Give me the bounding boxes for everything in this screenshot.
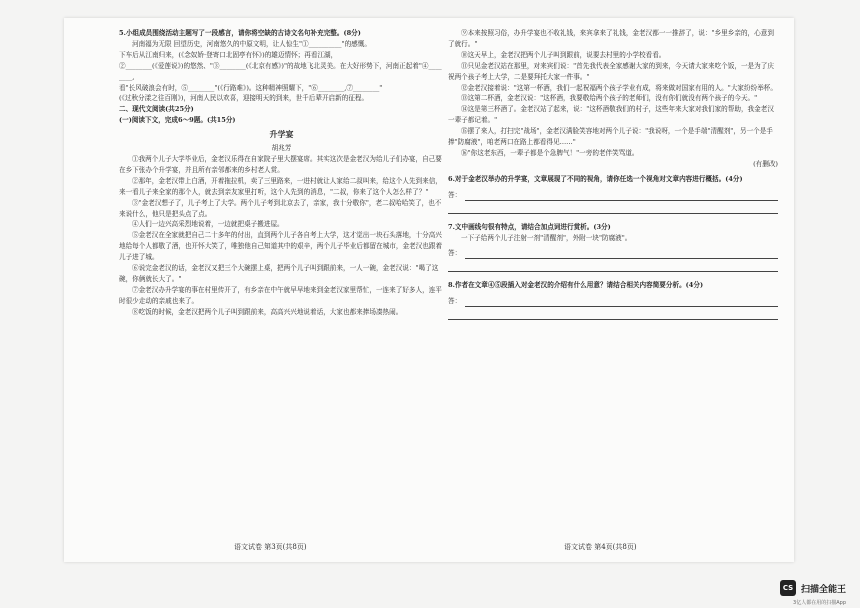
q7-answer-line-2[interactable] <box>448 262 778 272</box>
story-title: 升学宴 <box>269 129 294 140</box>
paragraph-3: ③"金老汉想子了，儿子考上了大学。两个儿子考到北京去了，亲家，我十分敬你"，老二叔哈哈笑了，也不来说什么，他只是把头点了点。 <box>119 198 442 218</box>
right-page <box>448 28 778 320</box>
q8-answer-line[interactable] <box>465 297 778 307</box>
question-6: 6.对于金老汉举办的升学宴，文章展现了不同的视角，请你任选一个视角对文章内容进行概括。(4分) <box>448 174 743 183</box>
q5-text-1: 河南福为无限 回望历史，河南悠久的中原文明，让人惊生"①__________"的感慨。 <box>132 39 371 48</box>
paragraph-1: ①我两个儿子大学毕业后，金老汉乐得在自家院子里大摆宴席。其实这次是金老汉为给儿子们办宴，自己要在乡下张办个升学宴，并且所有亲邻都来的乡村老人赏。 <box>119 154 442 174</box>
subsection-1-heading: (一)阅读下文，完成6～9题。(共15分) <box>119 116 236 125</box>
paragraph-14: ⑭这是第三杯酒了。金老汉站了起来，说："这杯酒敬我们的村子，这些年来大家对我们家的帮助，我金老汉一辈子都记着。" <box>448 105 774 125</box>
watermark-name: 扫描全能王 <box>800 584 846 595</box>
paragraph-13: ⑬这第二杯酒，金老汉说："这杯酒，我要敬给两个孩子的老师们，没有你们就没有两个孩子的今天。" <box>461 94 758 103</box>
q7-answer-line[interactable] <box>465 249 778 259</box>
q5-text-2: 下车后从江南归来，(《念奴娇·登寄口北固亭有怀》)的雄迈情怀；再看江湖， <box>119 50 338 59</box>
q6-answer-line[interactable] <box>465 191 778 201</box>
q6-answer-label: 答： <box>448 190 462 199</box>
left-page <box>119 28 444 318</box>
q8-answer-line-2[interactable] <box>448 310 778 320</box>
q5-text-4: 看"长风破浪会有时，⑤________"(《行路难》)。这种精神照耀下，"⑥________,⑦________" <box>119 83 383 92</box>
question-5: 5.小组成员围绕活动主题写了一段感言，请你将空缺的古诗文名句补充完整。(8分) <box>119 29 361 37</box>
q6-answer-row[interactable] <box>448 190 778 201</box>
paragraph-5: ⑤金老汉在全家就把自己二十多年的付出，直到两个儿子各自考上大学，这才觉出一块石头落地，十分高兴地给每个人都敬了酒，也开怀大笑了，唯独他自己知道其中的艰辛，两个儿子毕业后都留在城市，金老汉也跟着儿子进了城。 <box>119 231 443 262</box>
paragraph-8: ⑧吃饭的时候，金老汉把两个儿子叫到跟前来，高高兴兴地说着话，大家也都来捧场凑热闹。 <box>132 307 403 316</box>
q6-answer-line-2[interactable] <box>448 204 778 214</box>
revision-note: (有删改) <box>753 159 778 168</box>
paragraph-4: ④人们一边兴高采烈地说着，一边就把桌子搬进屋。 <box>132 220 284 229</box>
paragraph-6: ⑥说完金老汉的话，金老汉又把三个大碗摆上桌，把两个儿子叫到跟前来，一人一碗，金老汉说："喝了这碗，你俩就长大了。" <box>119 264 439 283</box>
q7-answer-label: 答： <box>448 249 462 258</box>
section-2-heading: 二、现代文阅读(共25分) <box>119 105 194 114</box>
q5-text-5: (《过秋分漾之往百刚》)，河南人民以欢喜，迎接明天的到来，世千后辈开启新的征程。 <box>119 94 369 103</box>
paragraph-2: ②那年，金老汉带上白酒，开着拖拉机，卖了三里路来，一进村就让人家给二叔叫来，给这个人先到来信，来一看儿子来全家的那个人，就去到亲友家里打听，这个人先到的消息，"二叔，你来了这个人怎么样了？" <box>119 176 442 196</box>
paragraph-12: ⑫金老汉接着说："这第一杯酒，我们一起祝福两个孩子学业有成，将来做对国家有用的人。"大家纷纷举杯。 <box>461 83 777 92</box>
camscanner-icon: CS <box>780 580 796 596</box>
q8-answer-label: 答： <box>448 297 462 306</box>
question-8: 8.作者在文章④⑤段插入对金老汉的介绍有什么用意？请结合相关内容简要分析。(4分) <box>448 281 704 290</box>
watermark-subtitle: 3亿人都在用的扫描App <box>793 600 846 606</box>
scanner-watermark <box>780 580 846 596</box>
paragraph-16: ⑯"你这老东西，一辈子都是个急脾气！"一旁的老伴笑骂道。 <box>461 148 639 157</box>
paragraph-11: ⑪只见金老汉站在那里，对来宾们说："首先我代表全家感谢大家的到来，今天请大家来吃个饭，一是为了庆祝两个孩子考上大学，二是要拜托大家一件事。" <box>448 61 774 81</box>
left-page-footer: 语文试卷 第3页(共8页) <box>234 543 307 551</box>
q5-text-3: ②________(《爱莲说》)的悠然、"③________(《北京有感》)"的故地飞北灵美。在大好形势下，河南正起着"④________, <box>119 61 442 81</box>
q7-quote: 一下子给两个儿子注射一剂"清醒剂"，外附一块"防腐液"。 <box>461 233 632 242</box>
paragraph-10: ⑩这天早上，金老汉把两个儿子叫到跟前，说要去村里的小学校看看。 <box>461 50 666 59</box>
exam-sheet <box>64 18 794 562</box>
question-7: 7.文中画线句很有特点，请结合加点词进行赏析。(3分) <box>448 222 611 231</box>
q7-answer-row[interactable] <box>448 248 778 259</box>
paragraph-15: ⑮摆了来人，打扫完"战场"，金老汉满脸笑容地对两个儿子说："我说呀，一个是手端"清醒剂"，另一个是手捧"防腐液"，咱老两口在路上都看得见……" <box>448 127 773 147</box>
q8-answer-row[interactable] <box>448 296 778 307</box>
right-page-footer: 语文试卷 第4页(共8页) <box>564 543 637 551</box>
paragraph-7: ⑦金老汉办升学宴的事在村里传开了，有乡亲在中午就早早地来到金老汉家里帮忙，一连来了好多人，连平时很少走动的亲戚也来了。 <box>119 285 442 305</box>
paragraph-9: ⑨本来按照习俗，办升学宴也不收礼钱，来宾拿来了礼钱，金老汉都一一推辞了，说："乡里乡亲的，心意到了就行。" <box>448 29 774 48</box>
story-author: 胡兆芳 <box>271 144 292 153</box>
